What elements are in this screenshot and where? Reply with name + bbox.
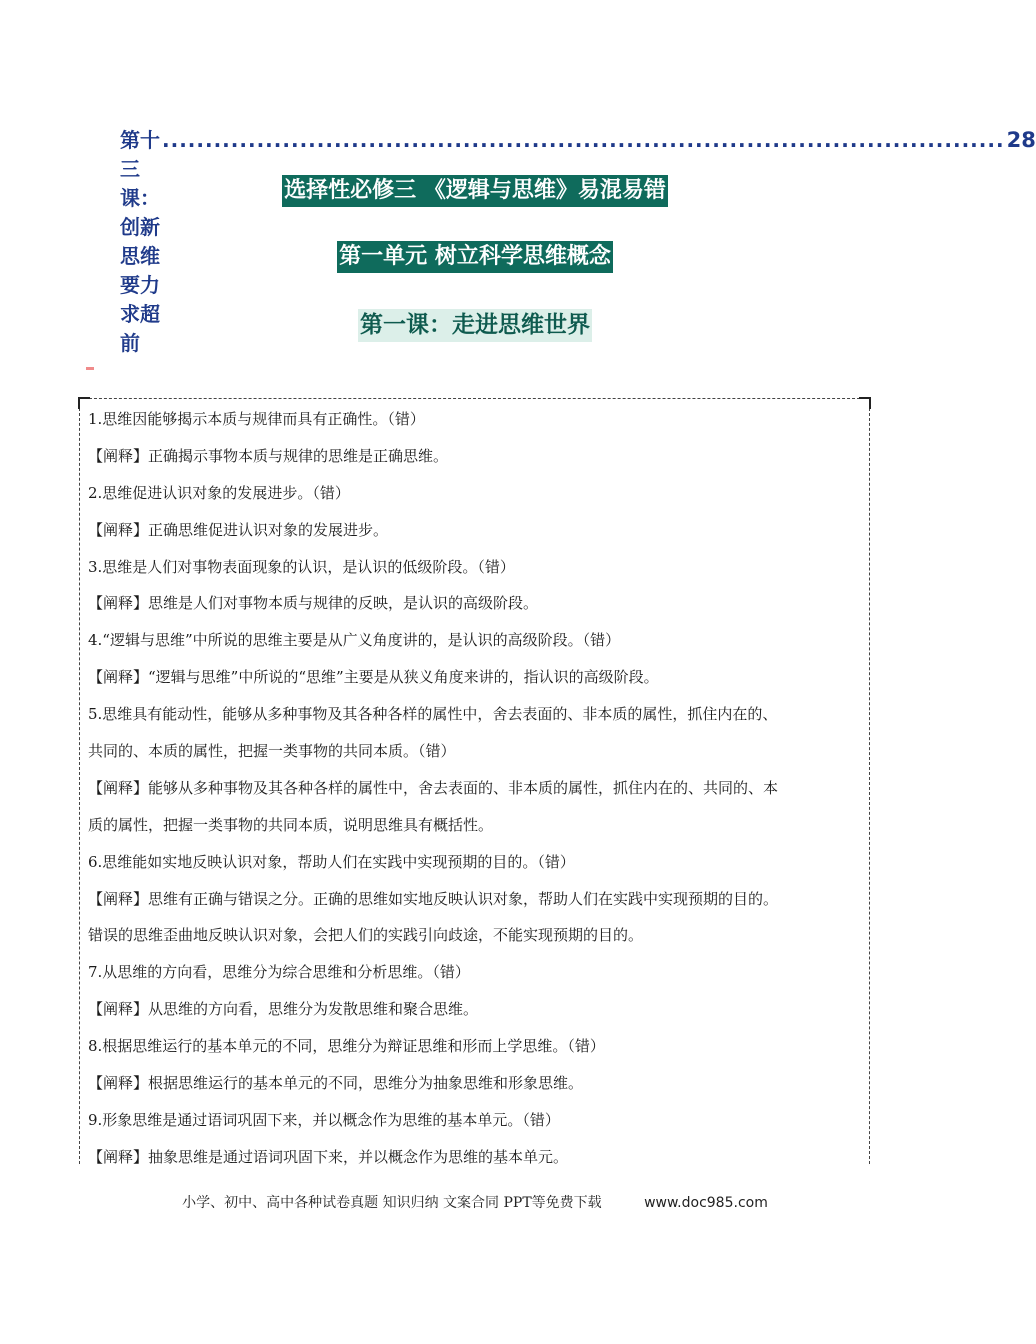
list-item: 【阐释】“逻辑与思维”中所说的“思维”主要是从狭义角度来讲的，指认识的高级阶段。 xyxy=(88,668,659,687)
list-item: 7.从思维的方向看，思维分为综合思维和分析思维。（错） xyxy=(88,963,470,982)
lesson-title: 第一课：走进思维世界 xyxy=(358,309,592,342)
list-item: 4.“逻辑与思维”中所说的思维主要是从广义角度讲的，是认识的高级阶段。（错） xyxy=(88,631,621,650)
list-item: 2.思维促进认识对象的发展进步。（错） xyxy=(88,483,350,502)
list-item: 【阐释】思维有正确与错误之分。正确的思维如实地反映认识对象，帮助人们在实践中实现预期的目的。 xyxy=(88,889,779,908)
unit-banner xyxy=(0,241,950,273)
unit-title: 第一单元 树立科学思维概念 xyxy=(337,241,613,273)
toc-page-number: 28 xyxy=(1006,128,1036,152)
list-item: 【阐释】思维是人们对事物本质与规律的反映，是认识的高级阶段。 xyxy=(88,594,539,613)
list-item: 【阐释】能够从多种事物及其各种各样的属性中，舍去表面的、非本质的属性，抓住内在的、共同的、本 xyxy=(88,778,779,797)
list-item: 8.根据思维运行的基本单元的不同，思维分为辩证思维和形而上学思维。（错） xyxy=(88,1037,605,1056)
list-item: 错误的思维歪曲地反映认识对象，会把人们的实践引向歧途，不能实现预期的目的。 xyxy=(88,926,644,945)
list-item: 1.思维因能够揭示本质与规律而具有正确性。（错） xyxy=(88,410,425,428)
footer-site-link[interactable]: www.doc985.com xyxy=(644,1195,768,1211)
toc-leader: .................................................................................................. xyxy=(162,128,1005,152)
lesson-banner xyxy=(0,309,950,342)
list-item: 3.思维是人们对事物表面现象的认识，是认识的低级阶段。（错） xyxy=(88,557,515,576)
page-footer xyxy=(0,1192,950,1212)
red-marker xyxy=(86,367,94,370)
footer-text: 小学、初中、高中各种试卷真题 知识归纳 文案合同 PPT等免费下载 xyxy=(182,1195,602,1211)
book-title: 选择性必修三 《逻辑与思维》易混易错 xyxy=(282,175,668,207)
list-item: 【阐释】从思维的方向看，思维分为发散思维和聚合思维。 xyxy=(88,1000,479,1019)
list-item: 6.思维能如实地反映认识对象，帮助人们在实践中实现预期的目的。（错） xyxy=(88,852,575,871)
list-item: 【阐释】抽象思维是通过语词巩固下来，并以概念作为思维的基本单元。 xyxy=(88,1147,569,1166)
list-item: 9.形象思维是通过语词巩固下来，并以概念作为思维的基本单元。（错） xyxy=(88,1110,560,1129)
content-box xyxy=(79,398,870,1164)
item-list xyxy=(88,401,868,1176)
list-item: 共同的、本质的属性，把握一类事物的共同本质。（错） xyxy=(88,742,456,761)
toc-title: 第十三课：创新思维要力求超前 xyxy=(120,128,160,355)
list-item: 5.思维具有能动性，能够从多种事物及其各种各样的属性中，舍去表面的、非本质的属性，抓住内在的、 xyxy=(88,705,778,724)
list-item: 【阐释】正确思维促进认识对象的发展进步。 xyxy=(88,520,389,539)
list-item: 【阐释】根据思维运行的基本单元的不同，思维分为抽象思维和形象思维。 xyxy=(88,1074,584,1093)
list-item: 【阐释】正确揭示事物本质与规律的思维是正确思维。 xyxy=(88,446,449,465)
list-item: 质的属性，把握一类事物的共同本质，说明思维具有概括性。 xyxy=(88,815,494,834)
book-title-banner xyxy=(0,175,950,207)
